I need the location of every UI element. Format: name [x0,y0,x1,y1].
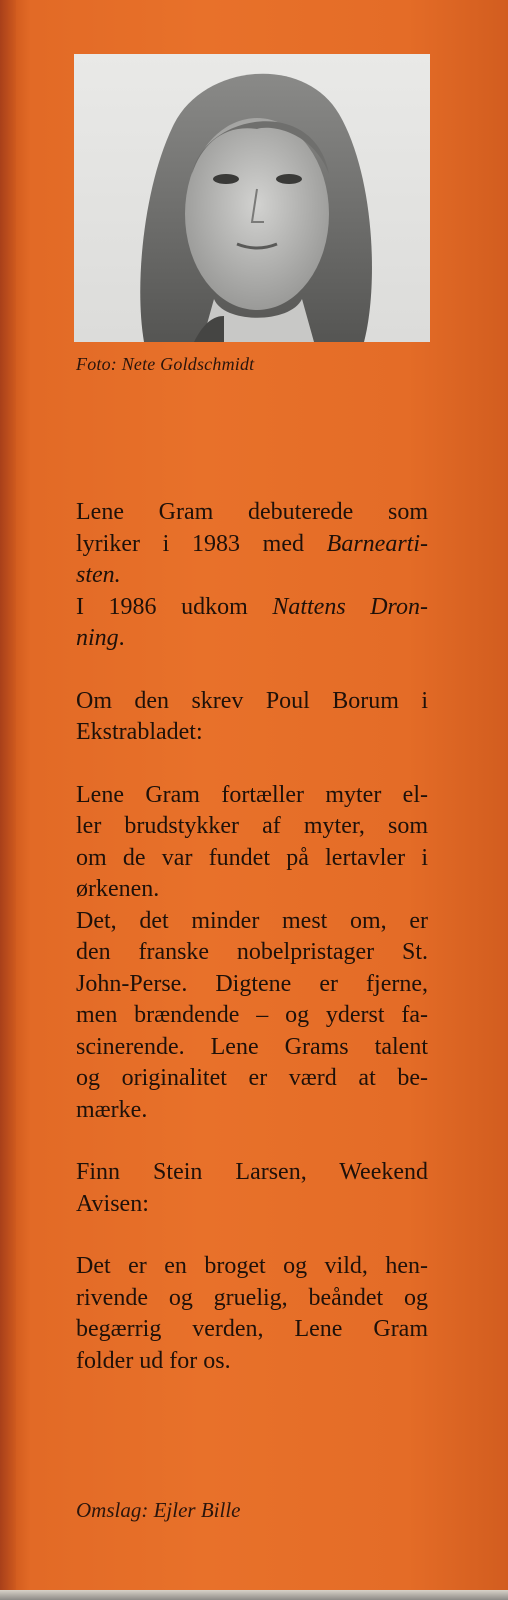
book-spine-edge [0,0,16,1600]
author-portrait-image [74,54,430,342]
book-title-nattens-dronning-end: ning [76,625,119,651]
text-line: scinerende. Lene Grams talent [76,1033,428,1060]
text-segment: lyriker i 1983 med [76,530,327,557]
text-line [76,529,428,561]
book-title-nattens-dronning: Nattens Dron- [272,593,428,620]
text-line: Lene Gram debuterede som [76,499,428,525]
cover-credit: Omslag: Ejler Bille [76,1498,241,1522]
text-line: Finn Stein Larsen, Weekend [76,1159,428,1185]
paragraph-debut [76,497,428,592]
paragraph-borum-quote-2 [76,906,428,1127]
text-line: folder ud for os. [76,1347,231,1374]
text-line: John-Perse. Digtene er fjerne, [76,970,428,997]
paragraph-borum-intro [76,686,428,749]
text-line: Avisen: [76,1190,149,1217]
text-line: Ekstrabladet: [76,719,203,745]
text-line: ørkenen. [76,876,160,902]
text-line: begærrig verden, Lene Gram [76,1316,428,1342]
paragraph-second-book [76,592,428,655]
text-line [76,560,428,592]
text-segment: I 1986 udkom [76,593,273,620]
bottom-edge [0,1590,508,1600]
text-line: Lene Gram fortæller myter el- [76,781,428,808]
paragraph-larsen-intro [76,1157,428,1220]
text-segment: . [118,625,125,651]
text-line: om de var fundet på lertavler i [76,844,428,871]
paragraph-borum-quote-1 [76,780,428,906]
author-photo [74,54,430,342]
book-title-barneartisten: Barnearti- [326,530,428,557]
text-line: ler brudstykker af myter, som [76,813,428,839]
photo-caption: Foto: Nete Goldschmidt [76,354,255,374]
text-line: og originalitet er værd at be- [76,1065,428,1091]
text-line [76,592,428,624]
text-line: Det, det minder mest om, er [76,907,428,934]
text-line: mærke. [76,1096,148,1123]
text-line: den franske nobelpristager St. [76,939,428,965]
blurb-text [76,497,428,1377]
text-line: Om den skrev Poul Borum i [76,687,428,714]
book-title-barneartisten-end: sten. [76,562,121,588]
text-line [76,623,428,655]
paragraph-larsen-quote [76,1251,428,1377]
text-line: men brændende – og yderst fa- [76,1002,428,1028]
text-line: Det er en broget og vild, hen- [76,1253,428,1279]
text-line: rivende og gruelig, beåndet og [76,1284,428,1311]
